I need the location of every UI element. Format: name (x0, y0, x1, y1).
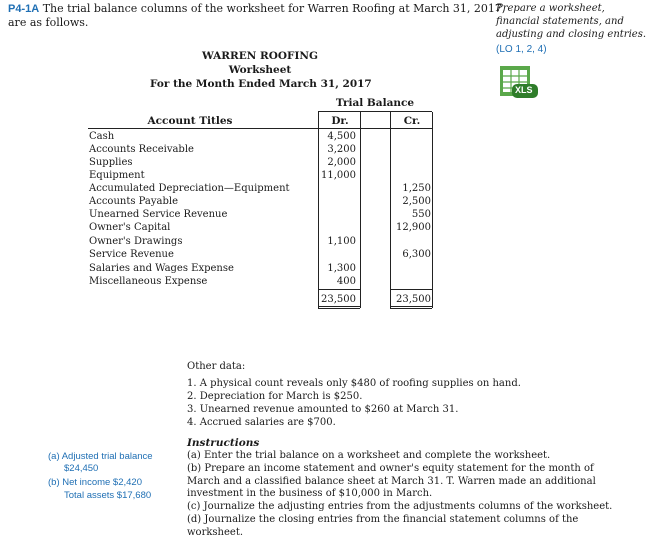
column-divider (432, 112, 433, 308)
worksheet-title: Worksheet (228, 64, 292, 76)
total-rule-credit (390, 289, 432, 290)
table-row-debit: 3,200 (327, 144, 356, 155)
col-credit: Cr. (403, 115, 421, 127)
check-figure: Total assets $17,680 (64, 490, 152, 501)
problem-text: The trial balance columns of the worksheet for Warren Roofing at March 31, 2017, (42, 2, 506, 15)
instruction-item: (c) Journalize the adjusting entries from the adjustments columns of the worksheet. (187, 501, 613, 512)
table-row-credit: 6,300 (402, 249, 431, 260)
table-row-account: Accounts Receivable (89, 144, 194, 155)
other-data-item: 4. Accrued salaries are $700. (187, 417, 336, 428)
problem-id: P4-1A (8, 3, 40, 15)
other-data-title: Other data: (187, 361, 246, 372)
col-debit: Dr. (331, 115, 349, 127)
learning-objective-text: Prepare a worksheet, financial statements, and adjusting and closing entries. (496, 3, 647, 40)
check-figure: $24,450 (64, 463, 99, 474)
table-row-account: Unearned Service Revenue (89, 209, 228, 220)
total-debit: 23,500 (321, 294, 356, 305)
check-figure: (a) Adjusted trial balance (48, 451, 153, 462)
check-figure: (b) Net income $2,420 (48, 477, 142, 488)
table-row-credit: 1,250 (402, 183, 431, 194)
trial-balance-header: Trial Balance (335, 97, 415, 109)
company-name: WARREN ROOFING (202, 50, 318, 62)
xls-label: XLS (515, 85, 533, 95)
other-data-item: 2. Depreciation for March is $250. (187, 391, 363, 402)
table-row-debit: 11,000 (321, 170, 356, 181)
table-row-debit: 2,000 (327, 157, 356, 168)
double-rule-credit (390, 306, 432, 307)
learning-objective-codes: (LO 1, 2, 4) (496, 44, 547, 55)
table-row-account: Miscellaneous Expense (89, 276, 208, 287)
double-rule-debit (318, 306, 360, 307)
table-row-account: Owner's Capital (89, 222, 171, 233)
spreadsheet-icon (498, 64, 540, 104)
other-data-item: 3. Unearned revenue amounted to $260 at March 31. (187, 404, 459, 415)
problem-text-continued: are as follows. (8, 16, 89, 29)
problem-statement (8, 2, 505, 16)
table-row-account: Equipment (89, 170, 145, 181)
total-credit: 23,500 (396, 294, 431, 305)
table-row-credit: 2,500 (402, 196, 431, 207)
header-rule (318, 111, 432, 112)
double-rule-debit (318, 308, 360, 309)
double-rule-credit (390, 308, 432, 309)
table-row-account: Service Revenue (89, 249, 174, 260)
instruction-item: (a) Enter the trial balance on a worksheet and complete the worksheet. (187, 450, 551, 461)
table-row-account: Cash (89, 131, 115, 142)
table-row-credit: 12,900 (396, 222, 431, 233)
table-row-debit: 1,300 (327, 263, 356, 274)
total-rule-debit (318, 289, 360, 290)
table-top-rule (88, 128, 432, 129)
other-data-item: 1. A physical count reveals only $480 of roofing supplies on hand. (187, 378, 521, 389)
table-row-debit: 1,100 (327, 236, 356, 247)
table-row-account: Accounts Payable (89, 196, 179, 207)
instruction-item: (b) Prepare an income statement and owner's equity statement for the month of March and a classified balance sheet at March 31. T. Warren made an additional investment in the business of $10,000 in March. (187, 463, 596, 499)
table-row-debit: 400 (336, 276, 356, 287)
table-row-debit: 4,500 (327, 131, 356, 142)
table-row-credit: 550 (411, 209, 431, 220)
table-row-account: Accumulated Depreciation—Equipment (89, 183, 290, 194)
table-row-account: Salaries and Wages Expense (89, 263, 234, 274)
table-row-account: Supplies (89, 157, 133, 168)
column-divider (360, 112, 361, 308)
instructions-title: Instructions (187, 437, 260, 449)
worksheet-period: For the Month Ended March 31, 2017 (150, 78, 372, 90)
instruction-item: (d) Journalize the closing entries from the financial statement columns of the worksheet. (187, 514, 579, 538)
col-account-titles: Account Titles (147, 115, 233, 127)
table-row-account: Owner's Drawings (89, 236, 183, 247)
